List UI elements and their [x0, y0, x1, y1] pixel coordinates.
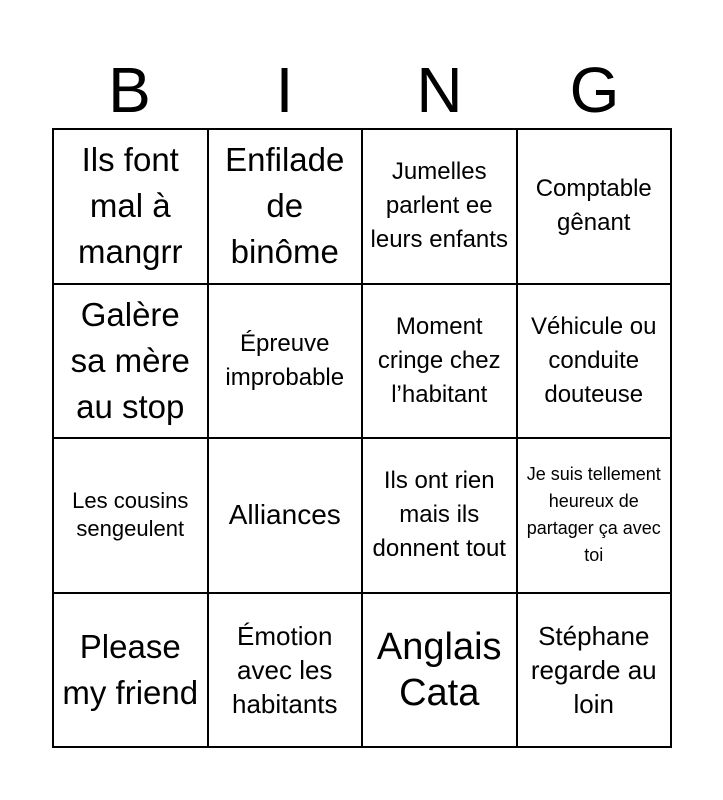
- bingo-cell[interactable]: [363, 130, 518, 285]
- bingo-cell[interactable]: [518, 130, 673, 285]
- bingo-cell[interactable]: [363, 594, 518, 749]
- bingo-cell[interactable]: [518, 285, 673, 440]
- cell-text: Stéphane regarde au loin: [530, 620, 657, 719]
- bingo-grid: [52, 128, 672, 748]
- bingo-header: [52, 52, 672, 128]
- header-letter-n: N: [416, 54, 463, 126]
- bingo-cell[interactable]: [54, 285, 209, 440]
- cell-text: Véhicule ou conduite douteuse: [531, 312, 657, 408]
- bingo-cell[interactable]: [54, 439, 209, 594]
- cell-text: Moment cringe chez l’habitant: [377, 312, 501, 408]
- cell-text: Les cousins sengeulent: [72, 488, 189, 542]
- cell-text: Jumelles parlent ee leurs enfants: [370, 158, 508, 254]
- cell-text: Je suis tellement heureux de partager ça avec toi: [526, 464, 661, 566]
- bingo-cell[interactable]: [54, 130, 209, 285]
- bingo-cell[interactable]: [54, 594, 209, 749]
- bingo-cell[interactable]: [518, 439, 673, 594]
- cell-text: Please my friend: [62, 627, 199, 711]
- bingo-cell[interactable]: [363, 285, 518, 440]
- bingo-cell[interactable]: [209, 439, 364, 594]
- bingo-cell[interactable]: [363, 439, 518, 594]
- cell-text: Ils ont rien mais ils donnent tout: [372, 467, 506, 563]
- cell-text: Enfilade de binôme: [225, 141, 345, 271]
- cell-text: Galère sa mère au stop: [70, 295, 190, 425]
- cell-text: Anglais Cata: [376, 625, 502, 714]
- bingo-cell[interactable]: [209, 594, 364, 749]
- header-letter-b: B: [108, 54, 151, 126]
- bingo-cell[interactable]: [209, 130, 364, 285]
- cell-text: Émotion avec les habitants: [231, 620, 338, 719]
- header-letter-i: I: [275, 54, 294, 126]
- bingo-cell[interactable]: [209, 285, 364, 440]
- header-letter-g: G: [569, 54, 620, 126]
- cell-text: Épreuve improbable: [225, 329, 345, 391]
- cell-text: Comptable gênant: [535, 175, 652, 237]
- cell-text: Ils font mal à mangrr: [77, 141, 183, 271]
- bingo-cell[interactable]: [518, 594, 673, 749]
- cell-text: Alliances: [228, 499, 341, 531]
